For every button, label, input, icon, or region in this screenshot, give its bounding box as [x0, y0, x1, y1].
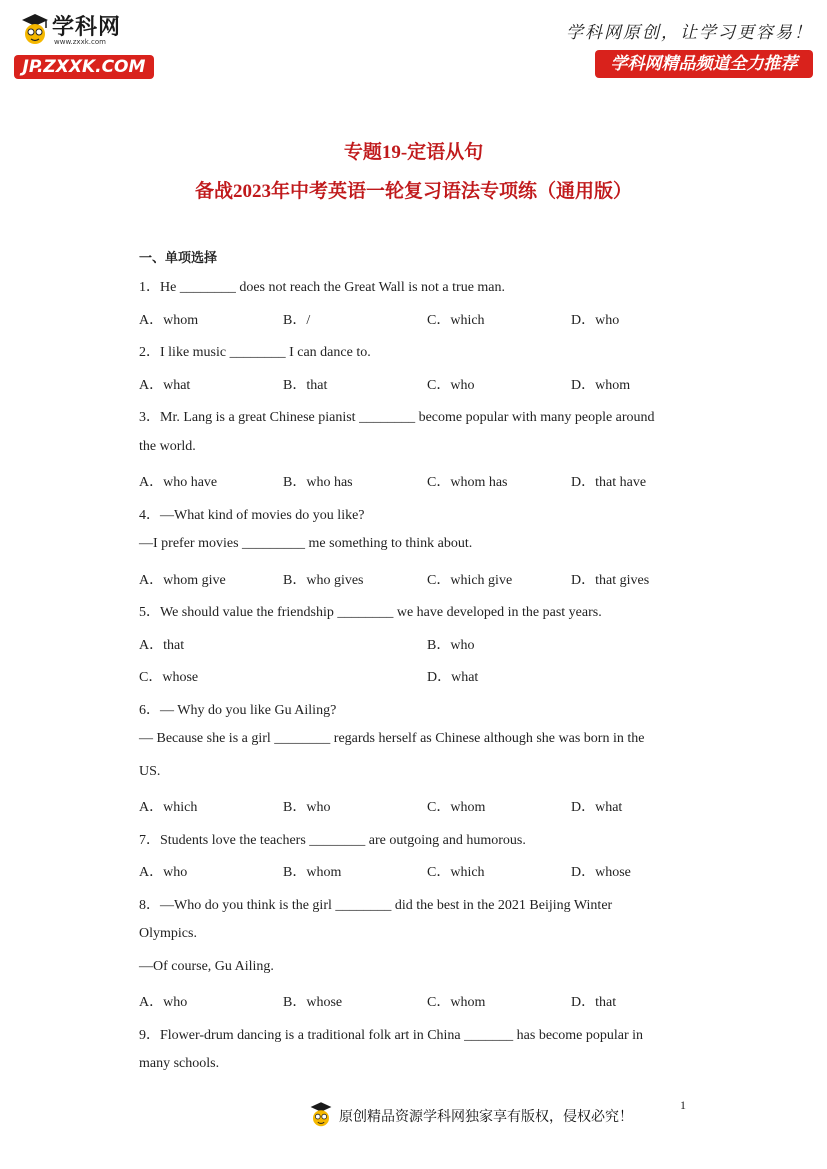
- jp-zxxk-badge[interactable]: JP.ZXXK.COM: [14, 55, 154, 79]
- option-1c: C．which: [427, 313, 485, 328]
- option-5a: A．that: [139, 638, 185, 653]
- option-4a: A．whom give: [139, 573, 226, 588]
- option-7c: C．which: [427, 865, 485, 880]
- logo-url: www.zxxk.com: [54, 38, 106, 46]
- question-4-cont: —I prefer movies _________ me something to think about.: [139, 536, 473, 551]
- option-4d: D．that gives: [571, 573, 650, 588]
- channel-badge[interactable]: 学科网精品频道全力推荐: [595, 50, 813, 78]
- section-heading: 一、单项选择: [139, 251, 218, 266]
- option-3d: D．that have: [571, 475, 647, 490]
- question-8: 8．—Who do you think is the girl ________ did the best in the 2021 Beijing Winter: [139, 898, 613, 913]
- option-5b: B．who: [427, 638, 475, 653]
- option-8a: A．who: [139, 995, 188, 1010]
- slogan: 学科网原创，让学习更容易！: [566, 23, 813, 43]
- option-5c: C．whose: [139, 670, 199, 685]
- option-1b: B．/: [283, 313, 311, 328]
- question-6: 6．— Why do you like Gu Ailing?: [139, 703, 337, 718]
- option-2c: C．who: [427, 378, 475, 393]
- question-6-cont: — Because she is a girl ________ regards herself as Chinese although she was born in the: [139, 731, 645, 746]
- option-2d: D．whom: [571, 378, 631, 393]
- option-8d: D．that: [571, 995, 617, 1010]
- option-1a: A．whom: [139, 313, 199, 328]
- option-5d: D．what: [427, 670, 479, 685]
- question-1: 1．He ________ does not reach the Great Wall is not a true man.: [139, 280, 506, 295]
- question-6-cont-2: US.: [139, 764, 161, 779]
- title-line-2: 备战2023年中考英语一轮复习语法专项练（通用版）: [194, 181, 632, 202]
- option-2a: A．what: [139, 378, 191, 393]
- option-8b: B．whose: [283, 995, 343, 1010]
- question-4: 4．—What kind of movies do you like?: [139, 508, 365, 523]
- option-4c: C．which give: [427, 573, 513, 588]
- question-5: 5．We should value the friendship ________ we have developed in the past years.: [139, 605, 602, 620]
- option-7a: A．who: [139, 865, 188, 880]
- title-line-1: 专题19-定语从句: [343, 142, 484, 163]
- option-8c: C．whom: [427, 995, 486, 1010]
- question-8-reply: —Of course, Gu Ailing.: [139, 959, 274, 974]
- question-3: 3．Mr. Lang is a great Chinese pianist ________ become popular with many people around: [139, 410, 655, 425]
- question-7: 7．Students love the teachers ________ are outgoing and humorous.: [139, 833, 526, 848]
- option-3a: A．who have: [139, 475, 218, 490]
- mascot-footer-icon: [309, 1100, 333, 1130]
- question-2: 2．I like music ________ I can dance to.: [139, 345, 371, 360]
- option-7b: B．whom: [283, 865, 342, 880]
- question-9: 9．Flower-drum dancing is a traditional folk art in China _______ has become popular in: [139, 1028, 643, 1043]
- option-6d: D．what: [571, 800, 623, 815]
- mascot-logo-icon: [20, 12, 50, 48]
- page-number: 1: [680, 1098, 686, 1112]
- option-2b: B．that: [283, 378, 328, 393]
- question-3-cont: the world.: [139, 439, 196, 454]
- question-9-cont: many schools.: [139, 1056, 220, 1071]
- option-7d: D．whose: [571, 865, 631, 880]
- option-6a: A．which: [139, 800, 198, 815]
- option-1d: D．who: [571, 313, 620, 328]
- option-4b: B．who gives: [283, 573, 364, 588]
- question-8-cont: Olympics.: [139, 926, 197, 941]
- logo-text: 学科网: [52, 15, 122, 40]
- option-3b: B．who has: [283, 475, 353, 490]
- copyright-notice: 原创精品资源学科网独家享有版权，侵权必究！: [339, 1110, 633, 1125]
- option-6c: C．whom: [427, 800, 486, 815]
- option-3c: C．whom has: [427, 475, 508, 490]
- option-6b: B．who: [283, 800, 331, 815]
